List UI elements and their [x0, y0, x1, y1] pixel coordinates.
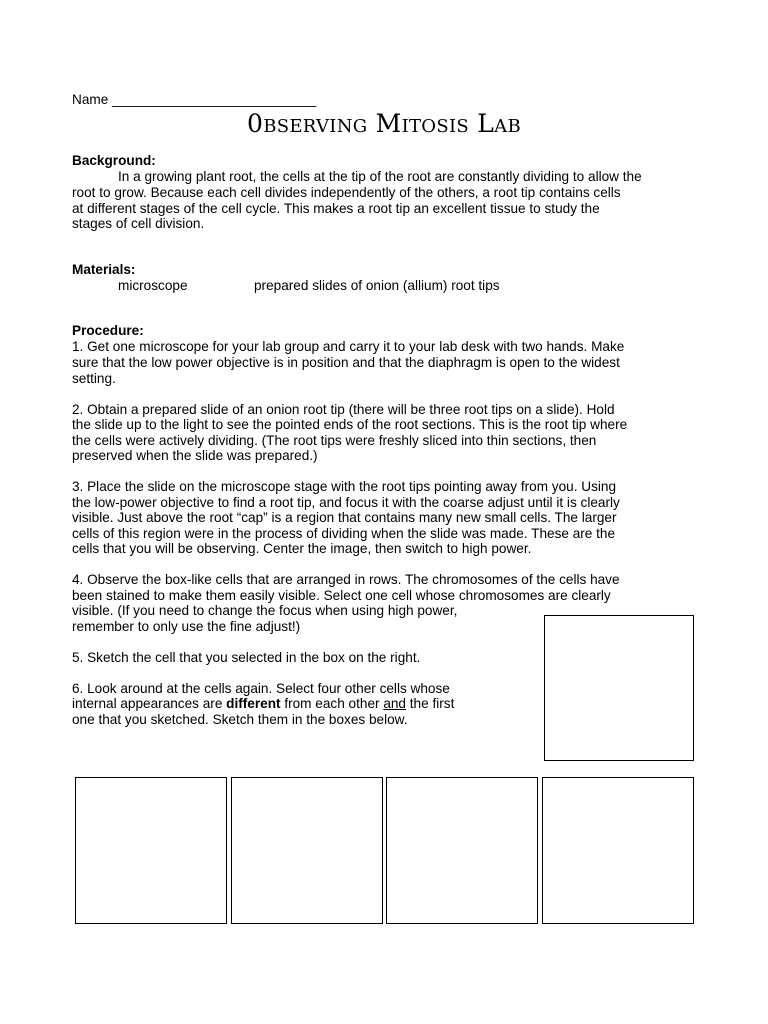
step1-line: sure that the low power objective is in position and that the diaphragm is open to the widest — [72, 355, 620, 370]
step2-line: the cells were actively dividing. (The root tips were freshly sliced into thin sections, then — [72, 433, 597, 448]
materials-item-slides: prepared slides of onion (allium) root tips — [254, 278, 500, 293]
step4-line: visible. (If you need to change the focus when using high power, — [72, 603, 458, 618]
sketch-box-cell-1[interactable] — [75, 777, 227, 924]
background-line: In a growing plant root, the cells at the tip of the root are constantly dividing to allow the — [118, 169, 642, 184]
step4-line: been stained to make them easily visible. Select one cell whose chromosomes are clearly — [72, 588, 611, 603]
sketch-box-cell-4[interactable] — [542, 777, 694, 924]
materials-heading: Materials: — [72, 262, 136, 277]
step1-line: 1. Get one microscope for your lab group and carry it to your lab desk with two hands. Make — [72, 339, 625, 354]
step2-line: the slide up to the light to see the pointed ends of the root sections. This is the root tip where — [72, 417, 628, 432]
sketch-box-cell-2[interactable] — [231, 777, 383, 924]
background-heading: Background: — [72, 153, 156, 168]
step2-line: 2. Obtain a prepared slide of an onion root tip (there will be three root tips on a slide). Hold — [72, 402, 615, 417]
materials-item-microscope: microscope — [118, 278, 188, 293]
step3-line: visible. Just above the root “cap” is a region that contains many new small cells. The larger — [72, 510, 617, 525]
sketch-box-cell-3[interactable] — [386, 777, 538, 924]
background-line: root to grow. Because each cell divides independently of the others, a root tip contains cells — [72, 185, 621, 200]
step4-line: remember to only use the fine adjust!) — [72, 619, 301, 634]
step3-line: 3. Place the slide on the microscope stage with the root tips pointing away from you. Using — [72, 479, 617, 494]
page-title: 0bserving Mitosis Lab — [246, 109, 522, 138]
emphasis-different: different — [226, 696, 281, 711]
step2-line: preserved when the slide was prepared.) — [72, 448, 318, 463]
background-line: stages of cell division. — [72, 216, 205, 231]
background-line: at different stages of the cell cycle. This makes a root tip an excellent tissue to study the — [72, 201, 600, 216]
sketch-box-first-cell[interactable] — [544, 615, 694, 761]
step3-line: the low-power objective to find a root tip, and focus it with the coarse adjust until it is clearly — [72, 495, 620, 510]
step3-line: cells of this region were in the process of dividing when the slide was made. These are the — [72, 526, 616, 541]
step6-text: internal appearances are — [72, 696, 227, 711]
step5-line: 5. Sketch the cell that you selected in the box on the right. — [72, 650, 421, 665]
step6-line: 6. Look around at the cells again. Select four other cells whose — [72, 681, 450, 696]
step6-line: one that you sketched. Sketch them in the boxes below. — [72, 712, 408, 727]
emphasis-and: and — [383, 696, 406, 711]
step6-text: the first — [406, 696, 455, 711]
step3-line: cells that you will be observing. Center the image, then switch to high power. — [72, 541, 532, 556]
step4-line: 4. Observe the box-like cells that are arranged in rows. The chromosomes of the cells have — [72, 572, 620, 587]
name-line: Name ___________________________ — [72, 92, 317, 107]
step1-line: setting. — [72, 371, 116, 386]
procedure-heading: Procedure: — [72, 323, 144, 338]
step6-line — [72, 696, 454, 712]
step6-text: from each other — [280, 696, 384, 711]
